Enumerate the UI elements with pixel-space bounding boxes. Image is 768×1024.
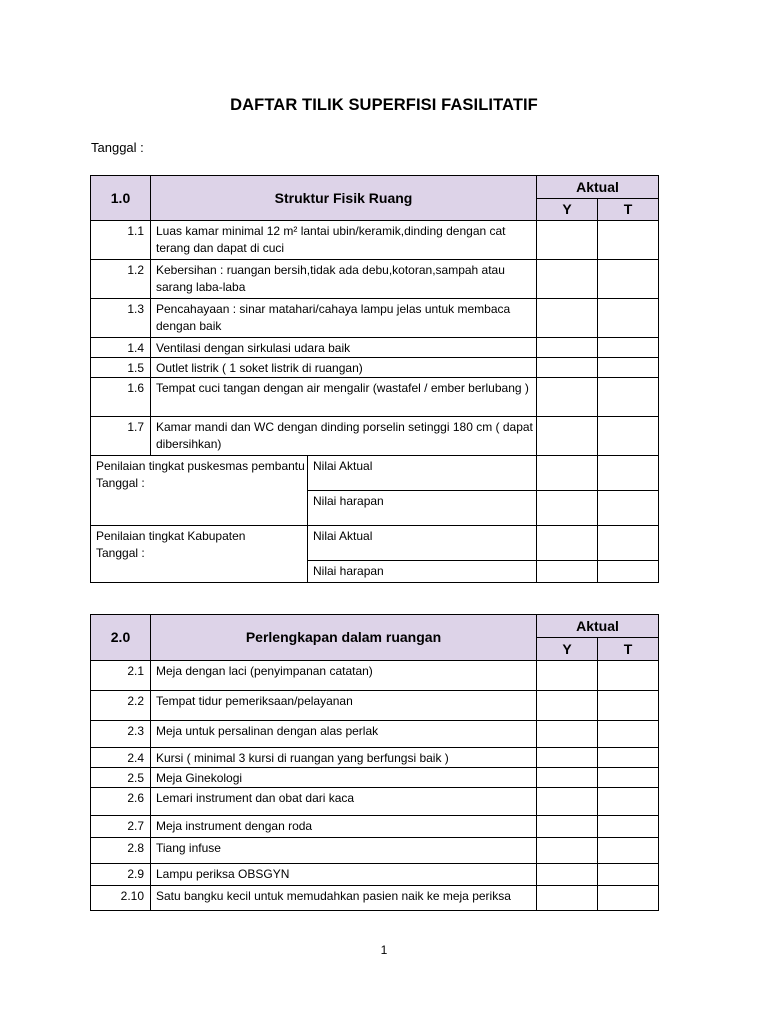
- actual-t-cell[interactable]: [598, 456, 659, 491]
- table-row: [91, 691, 659, 721]
- item-number: 1.7: [91, 417, 151, 456]
- check-t[interactable]: [598, 768, 659, 788]
- item-text: Meja untuk persalinan dengan alas perlak: [151, 721, 537, 748]
- table-row: [91, 886, 659, 911]
- item-number: 2.7: [91, 816, 151, 838]
- section2-actual-header: Aktual: [537, 615, 659, 638]
- check-t[interactable]: [598, 378, 659, 417]
- item-text: Meja dengan laci (penyimpanan catatan): [151, 661, 537, 691]
- check-y[interactable]: [537, 816, 598, 838]
- item-text: Luas kamar minimal 12 m² lantai ubin/keramik,dinding dengan cat terang dan dapat di cuci: [151, 221, 537, 260]
- expected-value-label: Nilai harapan: [308, 561, 537, 583]
- check-t[interactable]: [598, 691, 659, 721]
- check-t[interactable]: [598, 260, 659, 299]
- check-y[interactable]: [537, 768, 598, 788]
- check-y[interactable]: [537, 260, 598, 299]
- check-t[interactable]: [598, 661, 659, 691]
- date-label: Tanggal :: [91, 140, 144, 155]
- assessment-puskesmas-cell: [91, 456, 308, 526]
- section2-y-header: Y: [537, 638, 598, 661]
- item-number: 2.9: [91, 864, 151, 886]
- check-t[interactable]: [598, 838, 659, 864]
- section2-title: Perlengkapan dalam ruangan: [151, 615, 537, 661]
- check-y[interactable]: [537, 338, 598, 358]
- section1-y-header: Y: [537, 199, 598, 221]
- check-y[interactable]: [537, 864, 598, 886]
- table-row: [91, 788, 659, 816]
- check-y[interactable]: [537, 788, 598, 816]
- item-number: 2.8: [91, 838, 151, 864]
- expected-value-label: Nilai harapan: [308, 491, 537, 526]
- table-row: [91, 864, 659, 886]
- assessment-kabupaten-cell: [91, 526, 308, 583]
- item-text: Lemari instrument dan obat dari kaca: [151, 788, 537, 816]
- item-text: Kebersihan : ruangan bersih,tidak ada debu,kotoran,sampah atau sarang laba-laba: [151, 260, 537, 299]
- item-number: 2.3: [91, 721, 151, 748]
- item-text: Meja Ginekologi: [151, 768, 537, 788]
- table-row: [91, 721, 659, 748]
- table-row: [91, 417, 659, 456]
- expected-t-cell[interactable]: [598, 491, 659, 526]
- item-number: 2.2: [91, 691, 151, 721]
- table-row: [91, 768, 659, 788]
- item-number: 1.3: [91, 299, 151, 338]
- check-y[interactable]: [537, 886, 598, 911]
- item-text: Meja instrument dengan roda: [151, 816, 537, 838]
- table-row: [91, 299, 659, 338]
- table-row: [91, 661, 659, 691]
- section2-t-header: T: [598, 638, 659, 661]
- table-row: [91, 338, 659, 358]
- actual-t-cell[interactable]: [598, 526, 659, 561]
- check-t[interactable]: [598, 358, 659, 378]
- table-row: [91, 358, 659, 378]
- check-y[interactable]: [537, 299, 598, 338]
- expected-y-cell[interactable]: [537, 561, 598, 583]
- check-y[interactable]: [537, 378, 598, 417]
- check-y[interactable]: [537, 691, 598, 721]
- item-text: Tiang infuse: [151, 838, 537, 864]
- assessment-row: [91, 526, 659, 561]
- section1-actual-header: Aktual: [537, 176, 659, 199]
- item-number: 2.10: [91, 886, 151, 911]
- section1-t-header: T: [598, 199, 659, 221]
- actual-y-cell[interactable]: [537, 526, 598, 561]
- assessment-date-label: Tanggal :: [96, 476, 145, 490]
- check-t[interactable]: [598, 721, 659, 748]
- check-y[interactable]: [537, 661, 598, 691]
- expected-t-cell[interactable]: [598, 561, 659, 583]
- actual-y-cell[interactable]: [537, 456, 598, 491]
- check-t[interactable]: [598, 864, 659, 886]
- assessment-label: Penilaian tingkat Kabupaten: [96, 529, 246, 543]
- item-text: Tempat cuci tangan dengan air mengalir (wastafel / ember berlubang ): [151, 378, 537, 417]
- table-row: [91, 748, 659, 768]
- check-t[interactable]: [598, 417, 659, 456]
- item-number: 2.6: [91, 788, 151, 816]
- check-t[interactable]: [598, 221, 659, 260]
- check-t[interactable]: [598, 788, 659, 816]
- check-t[interactable]: [598, 748, 659, 768]
- check-t[interactable]: [598, 886, 659, 911]
- assessment-row: [91, 456, 659, 491]
- item-number: 2.4: [91, 748, 151, 768]
- table-row: [91, 816, 659, 838]
- table-row: [91, 838, 659, 864]
- item-text: Tempat tidur pemeriksaan/pelayanan: [151, 691, 537, 721]
- section2-table: [90, 614, 659, 911]
- check-y[interactable]: [537, 838, 598, 864]
- actual-value-label: Nilai Aktual: [308, 456, 537, 491]
- table-row: [91, 378, 659, 417]
- item-number: 2.5: [91, 768, 151, 788]
- check-y[interactable]: [537, 221, 598, 260]
- page-number: 1: [380, 943, 388, 957]
- item-number: 1.1: [91, 221, 151, 260]
- check-y[interactable]: [537, 748, 598, 768]
- expected-y-cell[interactable]: [537, 491, 598, 526]
- check-y[interactable]: [537, 358, 598, 378]
- check-t[interactable]: [598, 299, 659, 338]
- check-t[interactable]: [598, 338, 659, 358]
- table-row: [91, 221, 659, 260]
- section1-title: Struktur Fisik Ruang: [151, 176, 537, 221]
- item-text: Pencahayaan : sinar matahari/cahaya lampu jelas untuk membaca dengan baik: [151, 299, 537, 338]
- item-text: Kamar mandi dan WC dengan dinding porselin setinggi 180 cm ( dapat dibersihkan): [151, 417, 537, 456]
- item-number: 2.1: [91, 661, 151, 691]
- item-number: 1.6: [91, 378, 151, 417]
- item-number: 1.5: [91, 358, 151, 378]
- assessment-date-label: Tanggal :: [96, 546, 145, 560]
- item-number: 1.2: [91, 260, 151, 299]
- document-title: DAFTAR TILIK SUPERFISI FASILITATIF: [230, 96, 538, 114]
- section2-number: 2.0: [91, 615, 151, 661]
- item-text: Lampu periksa OBSGYN: [151, 864, 537, 886]
- section1-table: [90, 175, 659, 583]
- section1-number: 1.0: [91, 176, 151, 221]
- item-text: Satu bangku kecil untuk memudahkan pasien naik ke meja periksa: [151, 886, 537, 911]
- item-text: Ventilasi dengan sirkulasi udara baik: [151, 338, 537, 358]
- actual-value-label: Nilai Aktual: [308, 526, 537, 561]
- table-row: [91, 260, 659, 299]
- check-y[interactable]: [537, 721, 598, 748]
- item-number: 1.4: [91, 338, 151, 358]
- item-text: Outlet listrik ( 1 soket listrik di ruangan): [151, 358, 537, 378]
- item-text: Kursi ( minimal 3 kursi di ruangan yang berfungsi baik ): [151, 748, 537, 768]
- check-y[interactable]: [537, 417, 598, 456]
- check-t[interactable]: [598, 816, 659, 838]
- assessment-label: Penilaian tingkat puskesmas pembantu: [96, 459, 305, 473]
